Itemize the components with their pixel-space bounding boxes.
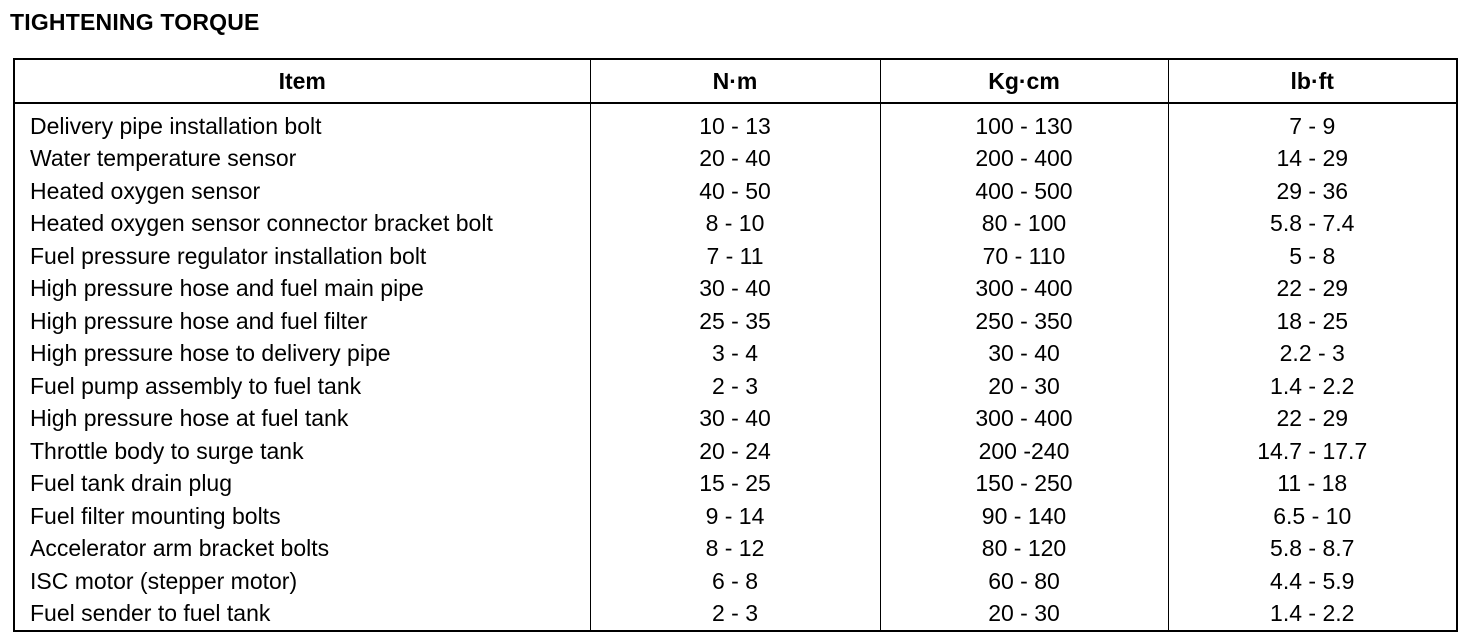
- nm-cell: 10 - 13: [590, 103, 880, 143]
- lbft-cell: 18 - 25: [1168, 305, 1457, 337]
- nm-cell: 7 - 11: [590, 240, 880, 272]
- nm-cell: 20 - 40: [590, 143, 880, 175]
- kgcm-cell: 80 - 100: [880, 208, 1168, 240]
- item-cell: Heated oxygen sensor: [14, 175, 590, 207]
- lbft-cell: 5.8 - 7.4: [1168, 208, 1457, 240]
- kgcm-cell: 100 - 130: [880, 103, 1168, 143]
- lbft-cell: 2.2 - 3: [1168, 338, 1457, 370]
- kgcm-cell: 400 - 500: [880, 175, 1168, 207]
- nm-cell: 25 - 35: [590, 305, 880, 337]
- item-cell: High pressure hose at fuel tank: [14, 402, 590, 434]
- lbft-cell: 22 - 29: [1168, 273, 1457, 305]
- nm-cell: 9 - 14: [590, 500, 880, 532]
- item-cell: Fuel tank drain plug: [14, 467, 590, 499]
- table-row: [14, 435, 1457, 467]
- lbft-cell: 1.4 - 2.2: [1168, 597, 1457, 631]
- table-row: [14, 370, 1457, 402]
- table-body: [14, 103, 1457, 631]
- kgcm-cell: 90 - 140: [880, 500, 1168, 532]
- table-row: [14, 402, 1457, 434]
- kgcm-cell: 20 - 30: [880, 597, 1168, 631]
- kgcm-cell: 70 - 110: [880, 240, 1168, 272]
- table-row: [14, 565, 1457, 597]
- item-cell: High pressure hose and fuel main pipe: [14, 273, 590, 305]
- kgcm-cell: 300 - 400: [880, 402, 1168, 434]
- item-cell: Fuel pump assembly to fuel tank: [14, 370, 590, 402]
- nm-cell: 15 - 25: [590, 467, 880, 499]
- lbft-cell: 22 - 29: [1168, 402, 1457, 434]
- nm-cell: 2 - 3: [590, 597, 880, 631]
- nm-cell: 8 - 12: [590, 532, 880, 564]
- lbft-cell: 7 - 9: [1168, 103, 1457, 143]
- item-cell: High pressure hose to delivery pipe: [14, 338, 590, 370]
- lbft-cell: 11 - 18: [1168, 467, 1457, 499]
- table-row: [14, 103, 1457, 143]
- nm-cell: 8 - 10: [590, 208, 880, 240]
- table-row: [14, 467, 1457, 499]
- lbft-cell: 29 - 36: [1168, 175, 1457, 207]
- kgcm-cell: 200 -240: [880, 435, 1168, 467]
- column-header-item: Item: [14, 59, 590, 103]
- kgcm-cell: 250 - 350: [880, 305, 1168, 337]
- lbft-cell: 6.5 - 10: [1168, 500, 1457, 532]
- kgcm-cell: 300 - 400: [880, 273, 1168, 305]
- nm-cell: 3 - 4: [590, 338, 880, 370]
- table-row: [14, 532, 1457, 564]
- kgcm-cell: 200 - 400: [880, 143, 1168, 175]
- nm-cell: 30 - 40: [590, 273, 880, 305]
- table-header: [14, 59, 1457, 103]
- nm-cell: 2 - 3: [590, 370, 880, 402]
- lbft-cell: 4.4 - 5.9: [1168, 565, 1457, 597]
- table-row: [14, 305, 1457, 337]
- lbft-cell: 14 - 29: [1168, 143, 1457, 175]
- table-row: [14, 208, 1457, 240]
- nm-cell: 20 - 24: [590, 435, 880, 467]
- page-title: TIGHTENING TORQUE: [10, 9, 260, 35]
- nm-cell: 40 - 50: [590, 175, 880, 207]
- kgcm-cell: 20 - 30: [880, 370, 1168, 402]
- table-row: [14, 143, 1457, 175]
- nm-cell: 30 - 40: [590, 402, 880, 434]
- table-row: [14, 175, 1457, 207]
- item-cell: Throttle body to surge tank: [14, 435, 590, 467]
- item-cell: ISC motor (stepper motor): [14, 565, 590, 597]
- item-cell: High pressure hose and fuel filter: [14, 305, 590, 337]
- table-row: [14, 240, 1457, 272]
- nm-cell: 6 - 8: [590, 565, 880, 597]
- lbft-cell: 14.7 - 17.7: [1168, 435, 1457, 467]
- column-header-nm: N·m: [590, 59, 880, 103]
- table-row: [14, 338, 1457, 370]
- lbft-cell: 5 - 8: [1168, 240, 1457, 272]
- column-header-kgcm: Kg·cm: [880, 59, 1168, 103]
- header-row: [14, 59, 1457, 103]
- item-cell: Accelerator arm bracket bolts: [14, 532, 590, 564]
- table-row: [14, 597, 1457, 631]
- torque-table: [13, 58, 1458, 632]
- kgcm-cell: 60 - 80: [880, 565, 1168, 597]
- item-cell: Fuel filter mounting bolts: [14, 500, 590, 532]
- item-cell: Delivery pipe installation bolt: [14, 103, 590, 143]
- kgcm-cell: 30 - 40: [880, 338, 1168, 370]
- item-cell: Fuel sender to fuel tank: [14, 597, 590, 631]
- column-header-lbft: lb·ft: [1168, 59, 1457, 103]
- item-cell: Fuel pressure regulator installation bolt: [14, 240, 590, 272]
- table-row: [14, 500, 1457, 532]
- kgcm-cell: 150 - 250: [880, 467, 1168, 499]
- item-cell: Heated oxygen sensor connector bracket bolt: [14, 208, 590, 240]
- kgcm-cell: 80 - 120: [880, 532, 1168, 564]
- item-cell: Water temperature sensor: [14, 143, 590, 175]
- lbft-cell: 1.4 - 2.2: [1168, 370, 1457, 402]
- table-row: [14, 273, 1457, 305]
- lbft-cell: 5.8 - 8.7: [1168, 532, 1457, 564]
